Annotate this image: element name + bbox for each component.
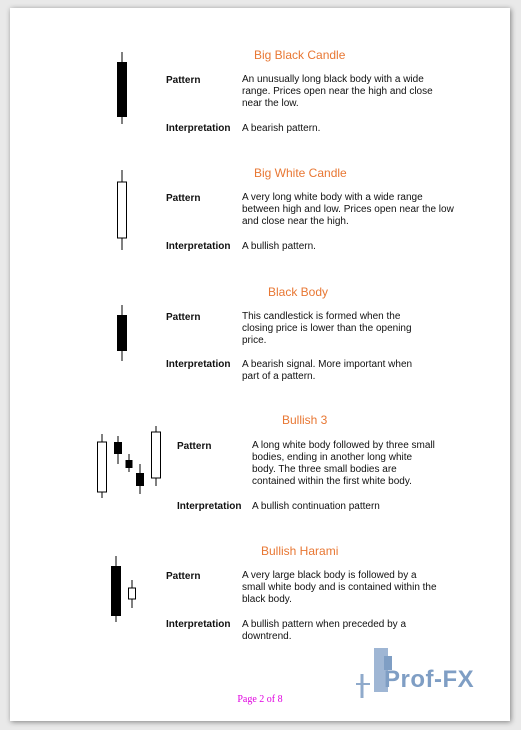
pattern-label: Pattern xyxy=(177,441,212,452)
interpretation-label: Interpretation xyxy=(166,123,231,134)
interpretation-label: Interpretation xyxy=(166,359,231,370)
interpretation-description: A bullish pattern when preceded by a downtrend. xyxy=(242,619,406,642)
pattern-description: A long white body followed by three small bodies, ending in another long white body. The three small bodies are contained within the first white body. xyxy=(252,440,435,487)
bullish-3-icon xyxy=(92,420,172,500)
pattern-description: This candlestick is formed when the closing price is lower than the opening price. xyxy=(242,311,412,346)
pattern-label: Pattern xyxy=(166,193,201,204)
big-black-candle-icon xyxy=(112,52,132,132)
interpretation-label: Interpretation xyxy=(166,619,231,630)
pattern-label: Pattern xyxy=(166,75,201,86)
section-title: Bullish 3 xyxy=(282,413,328,427)
logo-text: Prof-FX xyxy=(384,666,475,693)
page-number: Page 2 of 8 xyxy=(237,694,283,705)
interpretation-description: A bullish pattern. xyxy=(242,241,316,252)
pattern-label: Pattern xyxy=(166,312,201,323)
big-white-candle-icon xyxy=(112,170,132,250)
pattern-description: An unusually long black body with a wide range. Prices open near the high and close near the low. xyxy=(242,74,433,109)
section-title: Big White Candle xyxy=(254,166,347,180)
black-body-icon xyxy=(112,305,132,365)
prof-fx-logo xyxy=(356,644,491,700)
interpretation-label: Interpretation xyxy=(166,241,231,252)
section-title: Black Body xyxy=(268,285,329,299)
interpretation-description: A bearish pattern. xyxy=(242,123,321,134)
section-title: Big Black Candle xyxy=(254,48,346,62)
interpretation-description: A bullish continuation pattern xyxy=(252,501,380,512)
pattern-description: A very large black body is followed by a small white body and is contained within the black body. xyxy=(242,570,437,605)
interpretation-label: Interpretation xyxy=(177,501,242,512)
interpretation-description: A bearish signal. More important when part of a pattern. xyxy=(242,359,413,382)
section-title: Bullish Harami xyxy=(261,544,339,558)
document-page xyxy=(10,8,510,721)
bullish-harami-icon xyxy=(106,556,146,626)
pattern-label: Pattern xyxy=(166,571,201,582)
pattern-description: A very long white body with a wide range between high and low. Prices open near the low and close near the high. xyxy=(242,192,454,227)
